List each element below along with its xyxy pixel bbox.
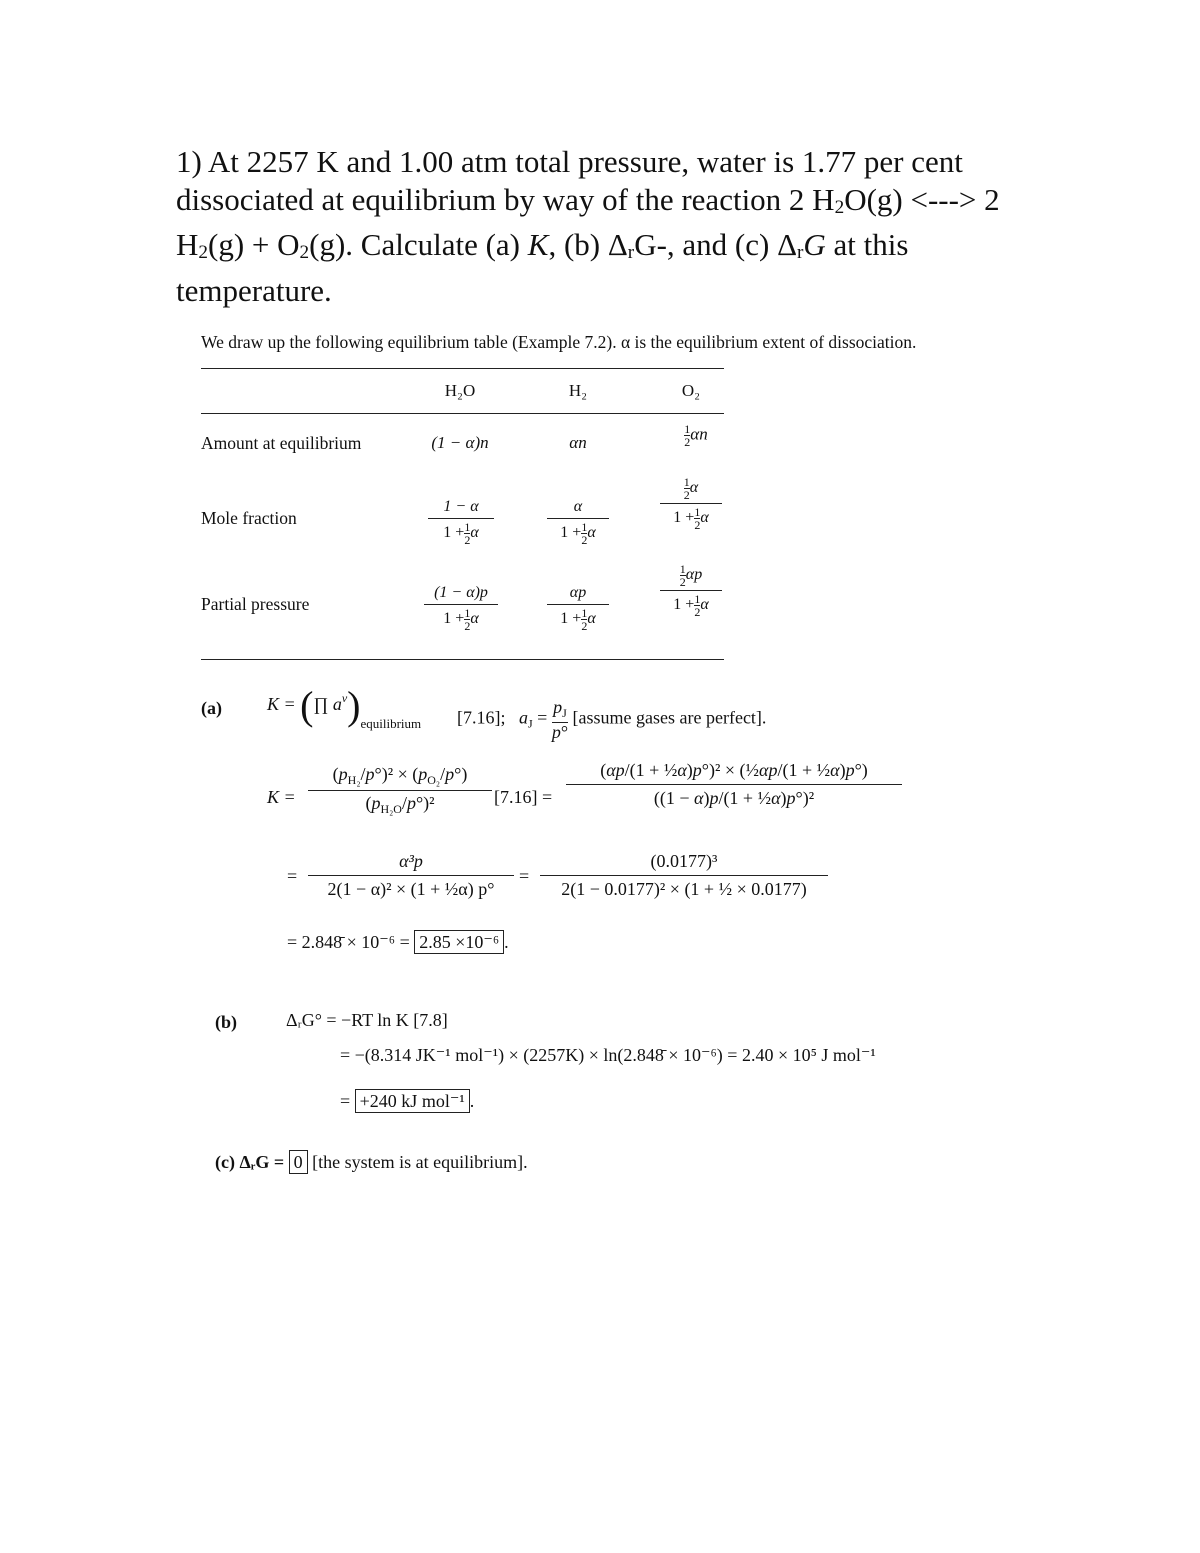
- table-top-rule: [201, 368, 724, 369]
- cell-amount-h2: αn: [569, 433, 587, 452]
- part-c-line: (c) ΔᵣG = 0 [the system is at equilibrium].: [215, 1152, 528, 1172]
- part-a-substituted-fraction: (αp/(1 + ½α)p°)² × (½αp/(1 + ½α)p°) ((1 − α)p/(1 + ½α)p°)²: [566, 760, 902, 809]
- part-a-equals-1: =: [287, 866, 298, 886]
- col-header-o2: O₂: [681, 381, 701, 400]
- question-text: [176, 143, 1026, 309]
- part-a-label: (a): [201, 698, 222, 718]
- part-a-k-definition: K = (∏ $a^\nu)_{equilibrium}$: [267, 683, 422, 731]
- col-header-h2: H₂: [568, 381, 588, 400]
- question-line-1: 1) At 2257 K and 1.00 atm total pressure, water is 1.77 per cent: [176, 144, 963, 179]
- row-label-partial-pressure: Partial pressure: [201, 594, 310, 614]
- part-b-label: (b): [215, 1012, 237, 1032]
- part-a-answer-box: 2.85 ×10⁻⁶: [414, 930, 504, 954]
- table-header-rule: [201, 413, 724, 414]
- question-line-3: $H_2(g) + O_2(g)$. Calculate (a) K, (b) $\Delta_rG-$, and (c) $\Delta_rG$ at this: [176, 227, 909, 263]
- question-line-4: temperature.: [176, 272, 332, 308]
- col-header-h2o: H₂O: [444, 381, 476, 400]
- cell-pressure-o2: $\frac{1}{2}$ αp 1 + $\frac{1}{2}$ α: [660, 563, 722, 618]
- part-a-simplified-fraction: α³p 2(1 − α)² × (1 + ½α) p°: [308, 851, 514, 900]
- part-a-numeric-fraction: (0.0177)³ 2(1 − 0.0177)² × (1 + ½ × 0.0177): [540, 851, 828, 900]
- row-label-mole-fraction: Mole fraction: [201, 508, 297, 528]
- part-a-k-expression-lhs: K =: [267, 787, 296, 807]
- part-a-k-expression-fraction: $(p_{H_2}/p^\circ)^2 \times (p_{O_2}/p^\circ)$ $(p_{H_2O}/p^\circ)^2$: [308, 764, 492, 817]
- cell-molefrac-o2: $\frac{1}{2}$ α 1 + $\frac{1}{2}$ α: [660, 476, 722, 531]
- cell-molefrac-h2: α 1 + $\frac{1}{2}$ α: [547, 498, 609, 546]
- part-b-result: = +240 kJ mol⁻¹ .: [340, 1091, 475, 1111]
- cell-amount-o2: $\frac{1}{2}$ αn: [684, 422, 708, 449]
- part-b-answer-box: +240 kJ mol⁻¹: [355, 1089, 470, 1113]
- cell-pressure-h2o: (1 − α)p 1 + $\frac{1}{2}$ α: [424, 584, 498, 632]
- question-line-2: dissociated at equilibrium by way of the reaction 2 $H_2O(g)$ <---> 2: [176, 181, 1000, 218]
- part-a-result: = 2.848̄ × 10⁻⁶ = 2.85 ×10⁻⁶ .: [287, 932, 509, 952]
- cell-amount-h2o: (1 − α)n: [431, 433, 489, 452]
- part-a-ref-716: [7.16] =: [494, 787, 553, 807]
- part-b-line-1: ΔᵣG° = −RT ln K [7.8]: [286, 1010, 448, 1030]
- row-label-amount: Amount at equilibrium: [201, 433, 362, 453]
- cell-molefrac-h2o: 1 − α 1 + $\frac{1}{2}$ α: [428, 498, 494, 546]
- solution-intro: We draw up the following equilibrium table (Example 7.2). α is the equilibrium extent of dissociation.: [201, 332, 917, 352]
- part-c-answer-box: 0: [289, 1150, 308, 1174]
- table-bottom-rule: [201, 659, 724, 660]
- cell-pressure-h2: αp 1 + $\frac{1}{2}$ α: [547, 584, 609, 632]
- part-b-line-2: = −(8.314 JK⁻¹ mol⁻¹) × (2257K) × ln(2.848̄ × 10⁻⁶) = 2.40 × 10⁵ J mol⁻¹: [340, 1045, 876, 1065]
- part-a-ref-aj: [7.16]; $a_J$ = $\frac{p_J}{p^\circ}$ [assume gases are perfect].: [457, 697, 767, 742]
- part-a-equals-2: =: [519, 866, 530, 886]
